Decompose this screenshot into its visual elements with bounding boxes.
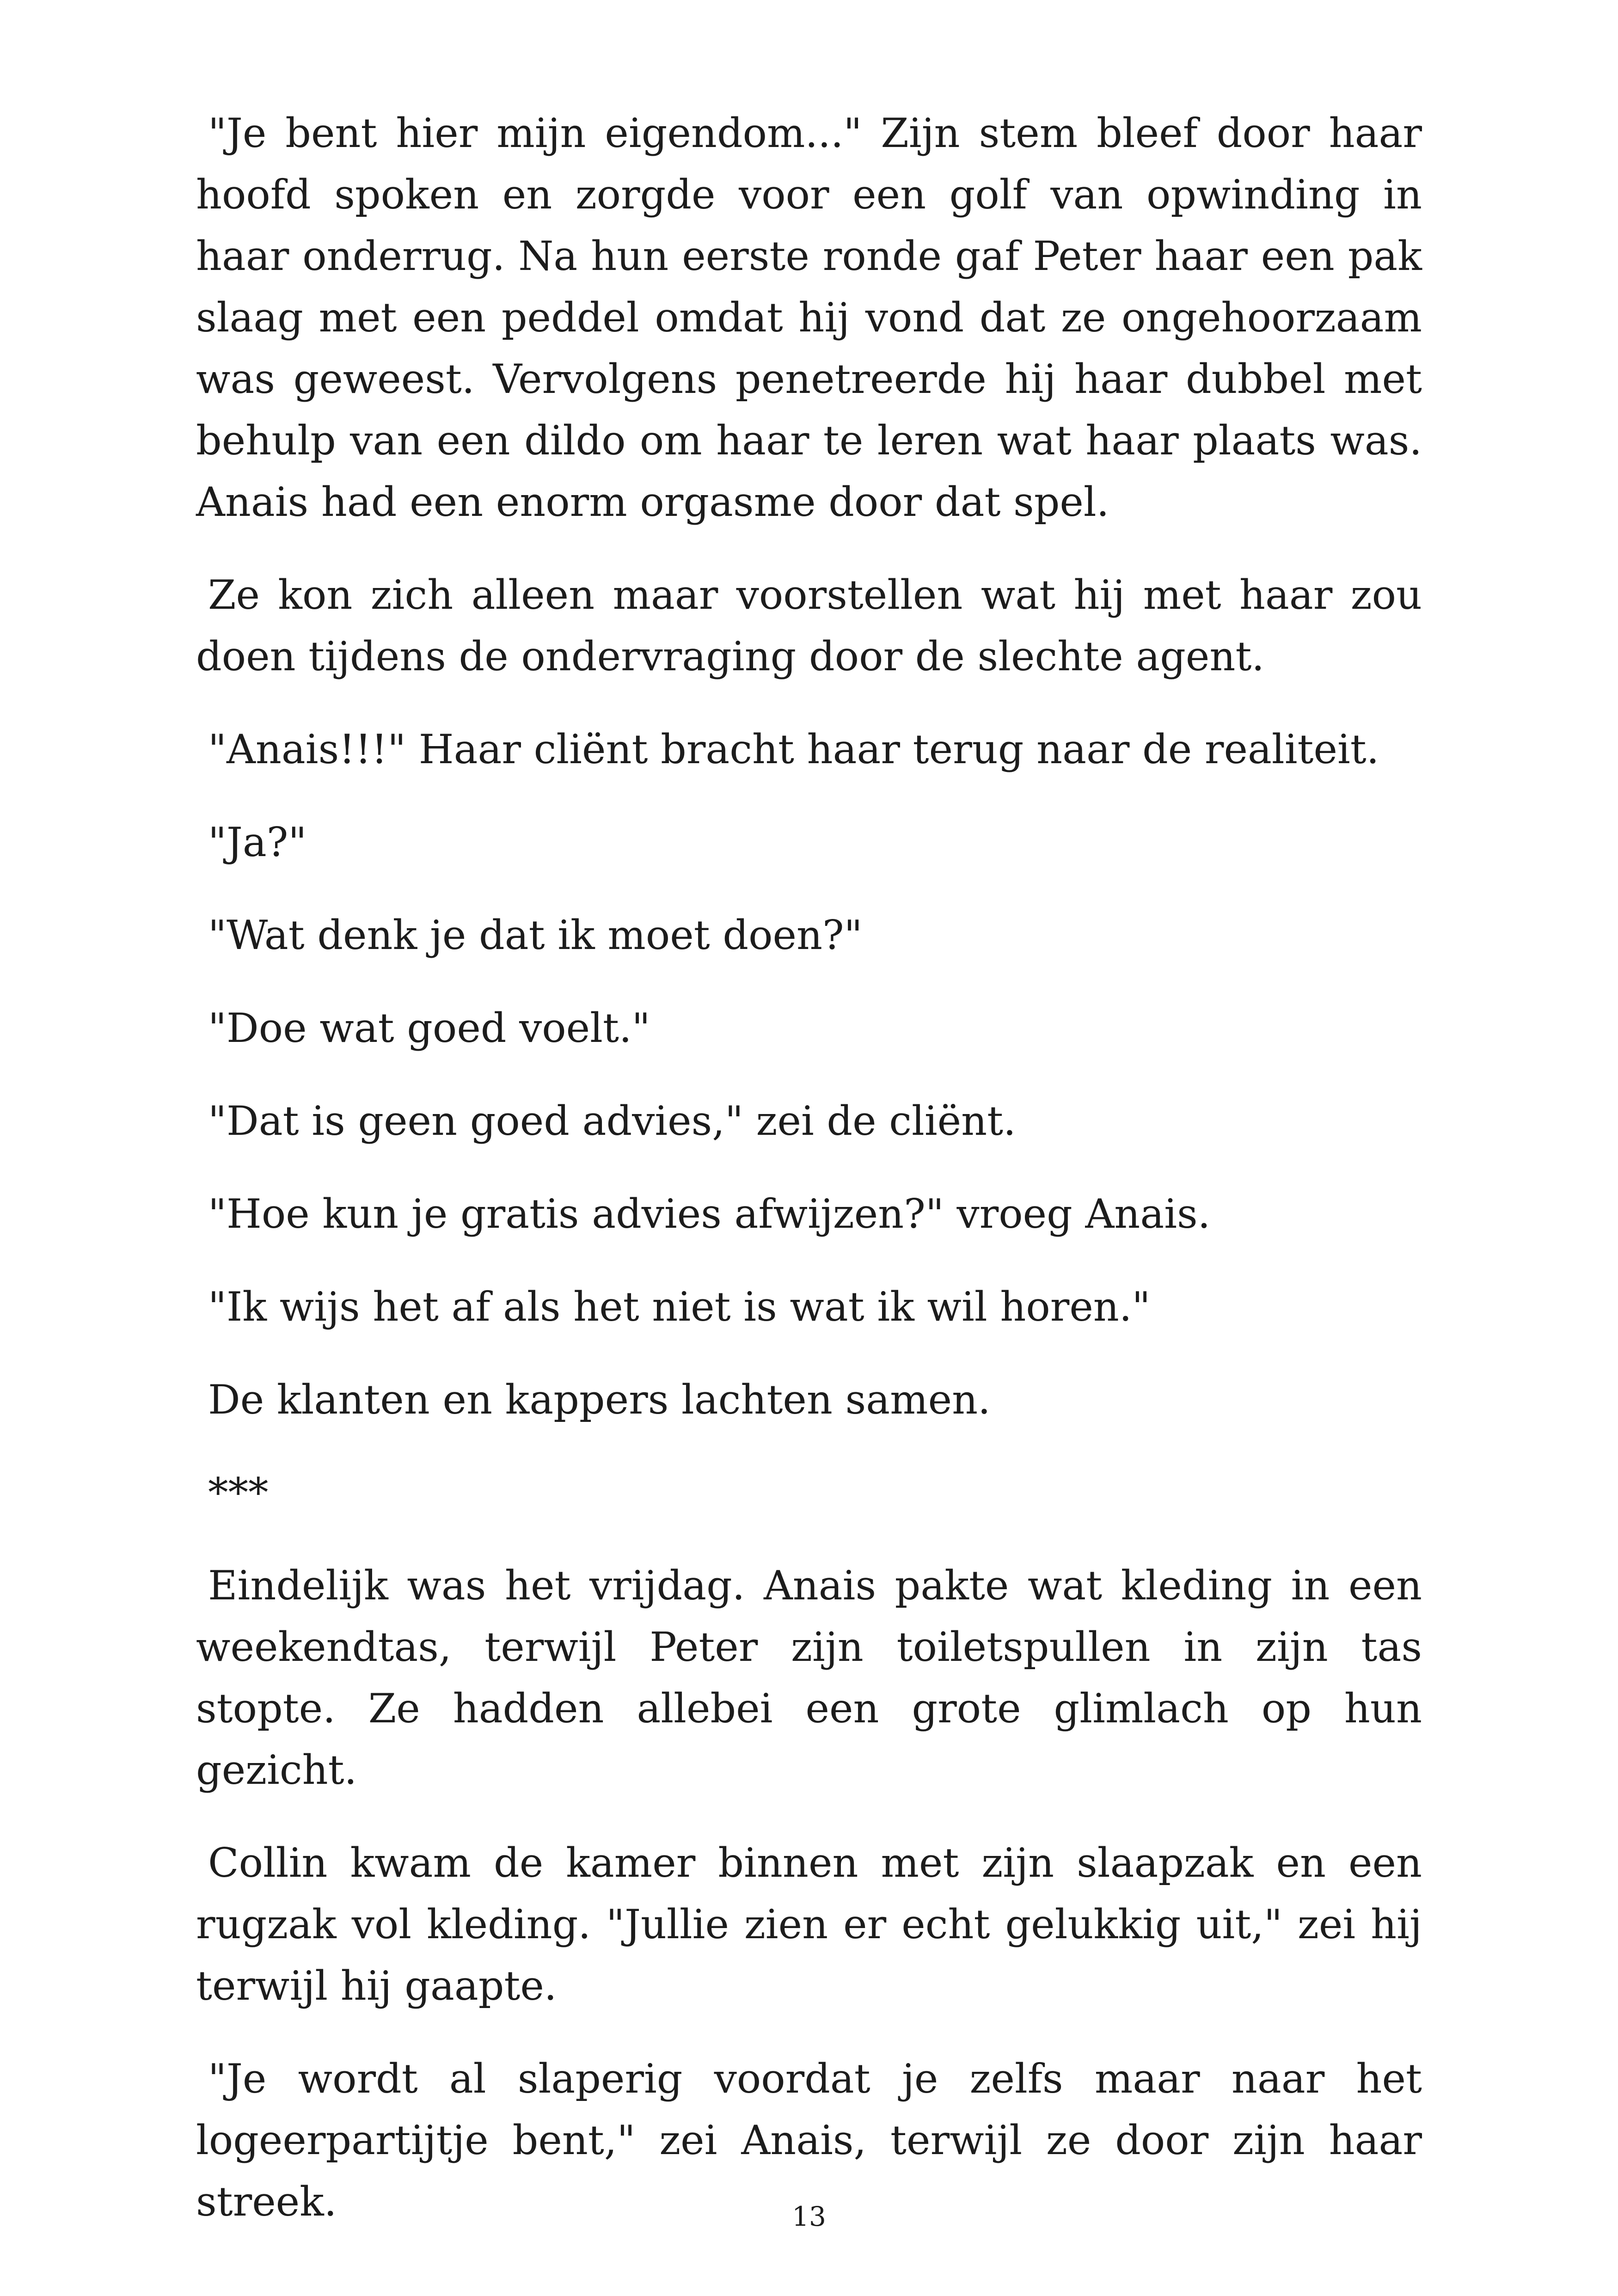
paragraph: "Je wordt al slaperig voordat je zelfs maar naar het logeerpartijtje bent," zei Anais, terwijl ze door zijn haar streek. xyxy=(196,2055,1422,2225)
paragraph: "Ik wijs het af als het niet is wat ik wil horen." xyxy=(208,1283,1151,1330)
body-text xyxy=(196,103,1422,2233)
paragraph: Ze kon zich alleen maar voorstellen wat hij met haar zou doen tijdens de ondervraging door de slechte agent. xyxy=(196,571,1422,680)
paragraph: "Anais!!!" Haar cliënt bracht haar terug naar de realiteit. xyxy=(208,726,1379,773)
scene-break: *** xyxy=(208,1469,269,1516)
paragraph: "Wat denk je dat ik moet doen?" xyxy=(208,912,863,959)
paragraph: "Ja?" xyxy=(208,819,307,866)
paragraph: "Hoe kun je gratis advies afwijzen?" vroeg Anais. xyxy=(208,1190,1211,1237)
paragraph: Collin kwam de kamer binnen met zijn slaapzak en een rugzak vol kleding. "Jullie zien er echt gelukkig uit," zei hij terwijl hij gaapte. xyxy=(196,1839,1422,2009)
paragraph: "Doe wat goed voelt." xyxy=(208,1004,650,1052)
paragraph: "Dat is geen goed advies," zei de cliënt. xyxy=(208,1097,1016,1145)
paragraph: De klanten en kappers lachten samen. xyxy=(208,1376,991,1423)
paragraph: Eindelijk was het vrijdag. Anais pakte wat kleding in een weekendtas, terwijl Peter zijn toiletspullen in zijn tas stopte. Ze hadden allebei een grote glimlach op hun gezicht. xyxy=(196,1562,1422,1794)
paragraph: "Je bent hier mijn eigendom..." Zijn stem bleef door haar hoofd spoken en zorgde voor een golf van opwinding in haar onderrug. Na hun eerste ronde gaf Peter haar een pak slaag met een peddel omdat hij vond dat ze ongehoorzaam was geweest. Vervolgens penetreerde hij haar dubbel met behulp van een dildo om haar te leren wat haar plaats was. Anais had een enorm orgasme door dat spel. xyxy=(196,110,1422,526)
page-number: 13 xyxy=(792,2201,826,2232)
